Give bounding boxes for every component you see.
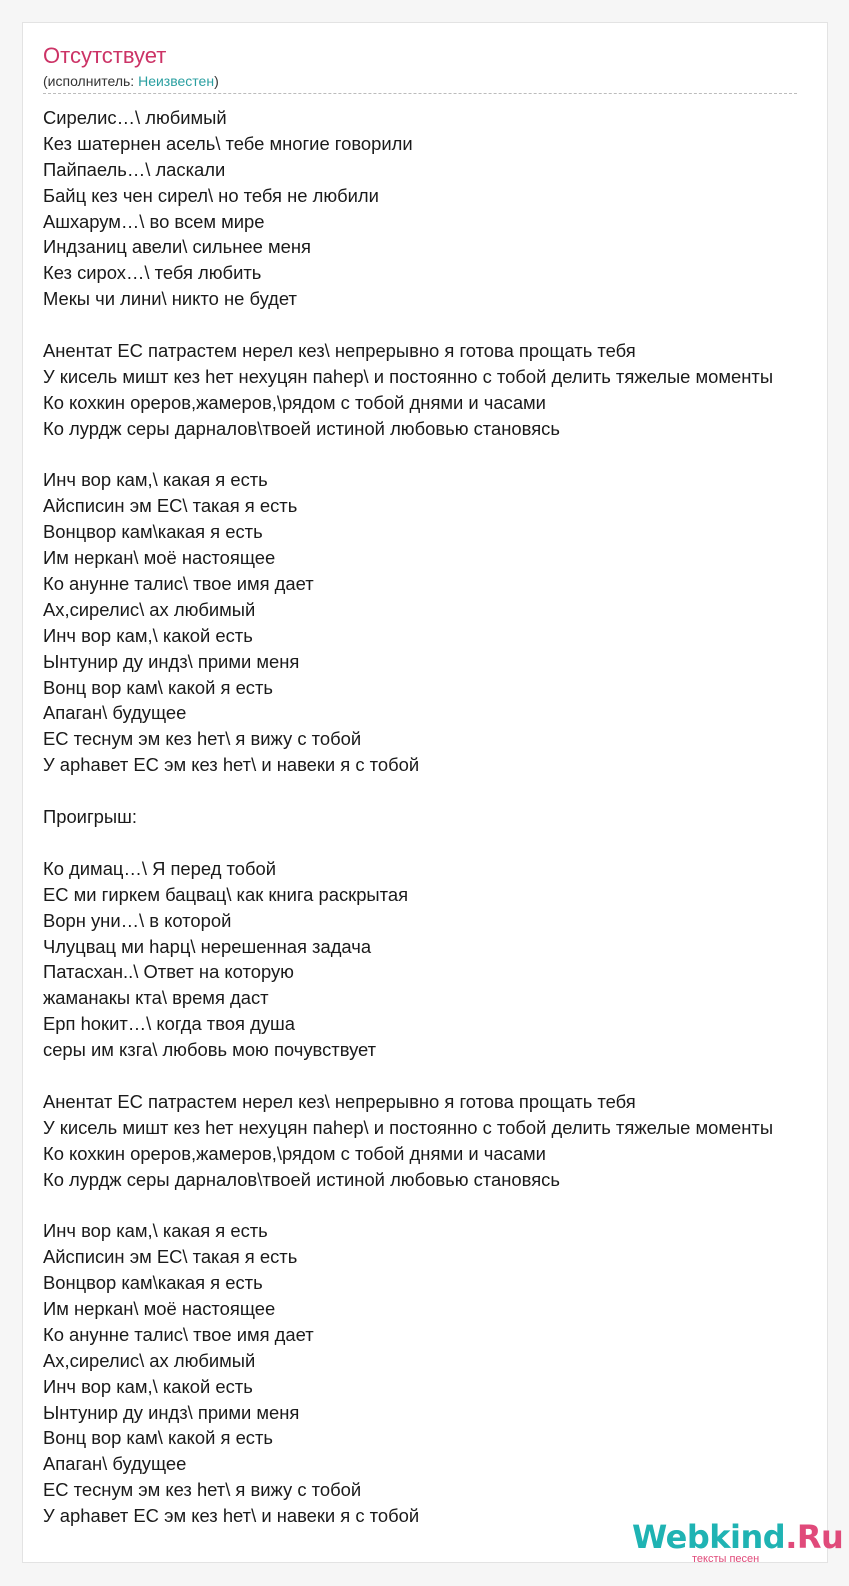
lyric-line: ЕС теснум эм кез hет\ я вижу с тобой	[43, 1479, 362, 1501]
lyric-line: Апаган\ будущее	[43, 1453, 187, 1475]
lyric-line: У арhавет ЕС эм кез hет\ и навеки я с тобой	[43, 1505, 420, 1527]
lyric-line: Им неркан\ моё настоящее	[43, 547, 276, 569]
lyric-line: Ко димац…\ Я перед тобой	[43, 857, 277, 879]
lyric-line: У кисель мишт кез hет нехуцян пahер\ и постоянно с тобой делить тяжелые моменты	[43, 365, 774, 387]
artist-line	[43, 72, 219, 90]
lyric-blank-line	[43, 830, 828, 856]
logo-wordmark	[632, 1518, 843, 1556]
lyric-line: Проигрыш:	[43, 806, 137, 828]
lyric-line: Ко анунне талис\ твое имя дает	[43, 1323, 314, 1345]
lyric-line: У кисель мишт кез hет нехуцян пahер\ и постоянно с тобой делить тяжелые моменты	[43, 1116, 774, 1138]
lyric-line: Инч вор кам,\ какой есть	[43, 624, 253, 646]
lyric-line: Ах,сирелис\ ах любимый	[43, 1349, 256, 1371]
lyrics-body	[43, 105, 828, 1529]
song-title: Отсутствует	[43, 43, 167, 68]
logo-suffix: .Ru	[785, 1518, 844, 1556]
lyric-line: Айсписин эм ЕС\ такая я есть	[43, 1246, 298, 1268]
lyric-line: Айсписин эм ЕС\ такая я есть	[43, 495, 298, 517]
lyric-blank-line	[43, 442, 828, 468]
lyric-line: Анентат ЕС патрастем нерел кез\ непрерывно я готова прощать тебя	[43, 340, 636, 362]
artist-link[interactable]: Неизвестен	[138, 73, 215, 89]
lyric-line: Байц кез чен сирел\ но тебя не любили	[43, 184, 379, 206]
lyric-line: Ашхарум…\ во всем мире	[43, 210, 265, 232]
lyric-line: Члуцвац ми hарц\ нерешенная задача	[43, 935, 372, 957]
lyric-line: Мекы чи лини\ никто не будет	[43, 288, 297, 310]
lyric-line: Патасхан..\ Ответ на которую	[43, 961, 294, 983]
lyric-line: Ерп hокит…\ когда твоя душа	[43, 1013, 295, 1035]
lyric-line: Вонц вор кам\ какой я есть	[43, 1427, 274, 1449]
title-divider	[43, 93, 797, 94]
logo-main-text: Webkind	[632, 1518, 786, 1556]
lyric-line: Инч вор кам,\ какая я есть	[43, 1220, 268, 1242]
lyric-line: Ко лурдж серы дарналов\твоей истиной любовью становясь	[43, 1168, 560, 1190]
lyric-line: Ынтунир ду индз\ прими меня	[43, 650, 300, 672]
lyric-line: Анентат ЕС патрастем нерел кез\ непрерывно я готова прощать тебя	[43, 1090, 636, 1112]
lyric-line: Ко лурдж серы дарналов\твоей истиной любовью становясь	[43, 417, 560, 439]
lyric-line: Ах,сирелис\ ах любимый	[43, 598, 256, 620]
lyric-line: Кез сирох…\ тебя любить	[43, 262, 262, 284]
lyric-line: жаманакы кта\ время даст	[43, 987, 269, 1009]
lyric-blank-line	[43, 312, 828, 338]
site-logo[interactable]	[632, 1518, 844, 1566]
lyric-blank-line	[43, 1192, 828, 1218]
lyric-line: Вонцвор кам\какая я есть	[43, 1272, 263, 1294]
artist-prefix: (исполнитель:	[43, 73, 139, 89]
lyric-line: Ко кохкин ореров,жамеров,\рядом с тобой днями и часами	[43, 1142, 546, 1164]
lyric-line: Вонцвор кам\какая я есть	[43, 521, 263, 543]
lyric-line: Инч вор кам,\ какой есть	[43, 1375, 253, 1397]
lyric-line: Инч вор кам,\ какая я есть	[43, 469, 268, 491]
lyric-line: Индзаниц авели\ сильнее меня	[43, 236, 311, 258]
lyrics-card	[22, 22, 828, 1563]
lyric-line: серы им кзга\ любовь мою почувствует	[43, 1039, 377, 1061]
lyric-line: Пайпаель…\ ласкали	[43, 158, 226, 180]
lyric-line: Ворн уни…\ в которой	[43, 909, 232, 931]
lyric-line: Вонц вор кам\ какой я есть	[43, 676, 274, 698]
lyric-line: Ко кохкин ореров,жамеров,\рядом с тобой днями и часами	[43, 391, 546, 413]
lyric-blank-line	[43, 1063, 828, 1089]
lyric-line: Им неркан\ моё настоящее	[43, 1297, 276, 1319]
lyric-line: Апаган\ будущее	[43, 702, 187, 724]
lyric-blank-line	[43, 778, 828, 804]
logo-tagline: тексты песен	[692, 1553, 760, 1565]
lyric-line: Ынтунир ду индз\ прими меня	[43, 1401, 300, 1423]
lyric-line: Сирелис…\ любимый	[43, 107, 227, 128]
lyric-line: ЕС теснум эм кез hет\ я вижу с тобой	[43, 728, 362, 750]
lyric-line: Кез шатернен асель\ тебе многие говорили	[43, 132, 413, 154]
lyric-line: У арhавет ЕС эм кез hет\ и навеки я с тобой	[43, 754, 420, 776]
artist-suffix: )	[214, 73, 219, 89]
lyric-line: Ко анунне талис\ твое имя дает	[43, 573, 314, 595]
lyric-line: ЕС ми гиркем бацвац\ как книга раскрытая	[43, 883, 409, 905]
